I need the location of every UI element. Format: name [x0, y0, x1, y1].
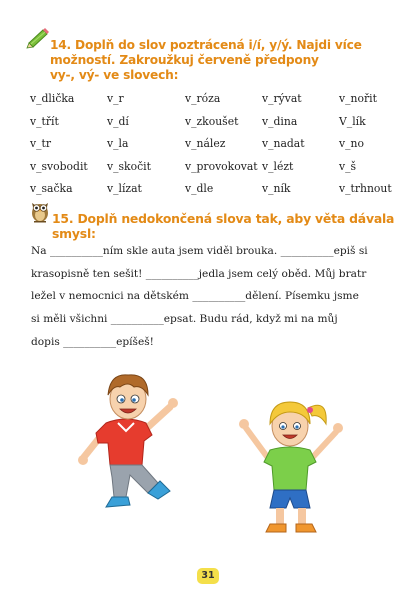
word-item: v_r: [107, 92, 124, 105]
exercise-14-title-line: možností. Zakroužkuj červeně předpony: [50, 53, 319, 67]
boy-illustration: [78, 365, 188, 525]
word-item: v_sačka: [30, 182, 73, 195]
word-item: v_nadat: [262, 137, 305, 150]
word-item: v_dí: [107, 114, 129, 128]
word-item: v_třít: [30, 114, 59, 128]
word-item: v_rývat: [262, 92, 302, 105]
word-item: v_svobodit: [30, 159, 88, 173]
exercise-14-title: [50, 38, 380, 83]
word-item: v_trhnout: [339, 182, 392, 195]
text-line: ležel v nemocnici na dětském __________dělení. Písemku jsme: [31, 290, 359, 303]
exercise-15-title: 15. Doplň nedokončená slova tak, aby věta dávala smysl:: [52, 211, 395, 241]
word-row: [30, 115, 400, 138]
pencil-icon: [26, 27, 50, 49]
word-item: V_lík: [339, 114, 366, 128]
word-item: v_la: [107, 137, 129, 150]
word-item: v_ník: [262, 182, 291, 195]
owl-icon: [30, 199, 50, 223]
exercise-14-title-line: 14. Doplň do slov poztrácená i/í, y/ý. Najdi více: [50, 38, 362, 52]
word-row: [30, 160, 400, 183]
word-item: v_nořit: [339, 92, 377, 105]
word-grid: [30, 92, 400, 205]
word-item: v_lízat: [107, 182, 142, 195]
word-item: v_dina: [262, 114, 298, 128]
word-item: v_no: [339, 137, 364, 150]
text-line: Na __________ním skle auta jsem viděl brouka. __________epiš si: [31, 245, 368, 257]
word-item: v_dle: [185, 182, 214, 195]
word-row: [30, 182, 400, 205]
word-item: v_skočit: [107, 159, 151, 173]
text-line: krasopisně ten sešit! __________jedla jsem celý oběd. Můj bratr: [31, 267, 367, 280]
word-row: [30, 92, 400, 115]
word-item: v_róza: [185, 92, 221, 105]
word-item: v_provokovat: [185, 159, 258, 173]
word-item: v_tr: [30, 137, 51, 150]
word-row: [30, 137, 400, 160]
girl-illustration: [232, 388, 350, 538]
exercise-14-title-line: vy-, vý- ve slovech:: [50, 68, 179, 82]
word-item: v_š: [339, 159, 357, 173]
exercise-15-text: [31, 240, 381, 354]
page-number: 31: [197, 568, 219, 584]
word-item: v_zkoušet: [185, 114, 239, 128]
text-line: si měli všichni __________epsat. Budu rád, když mi na můj: [31, 313, 338, 326]
word-item: v_dlička: [30, 92, 75, 105]
word-item: v_lézt: [262, 159, 294, 173]
text-line: dopis __________epíšeš!: [31, 335, 154, 348]
word-item: v_nález: [185, 137, 226, 150]
